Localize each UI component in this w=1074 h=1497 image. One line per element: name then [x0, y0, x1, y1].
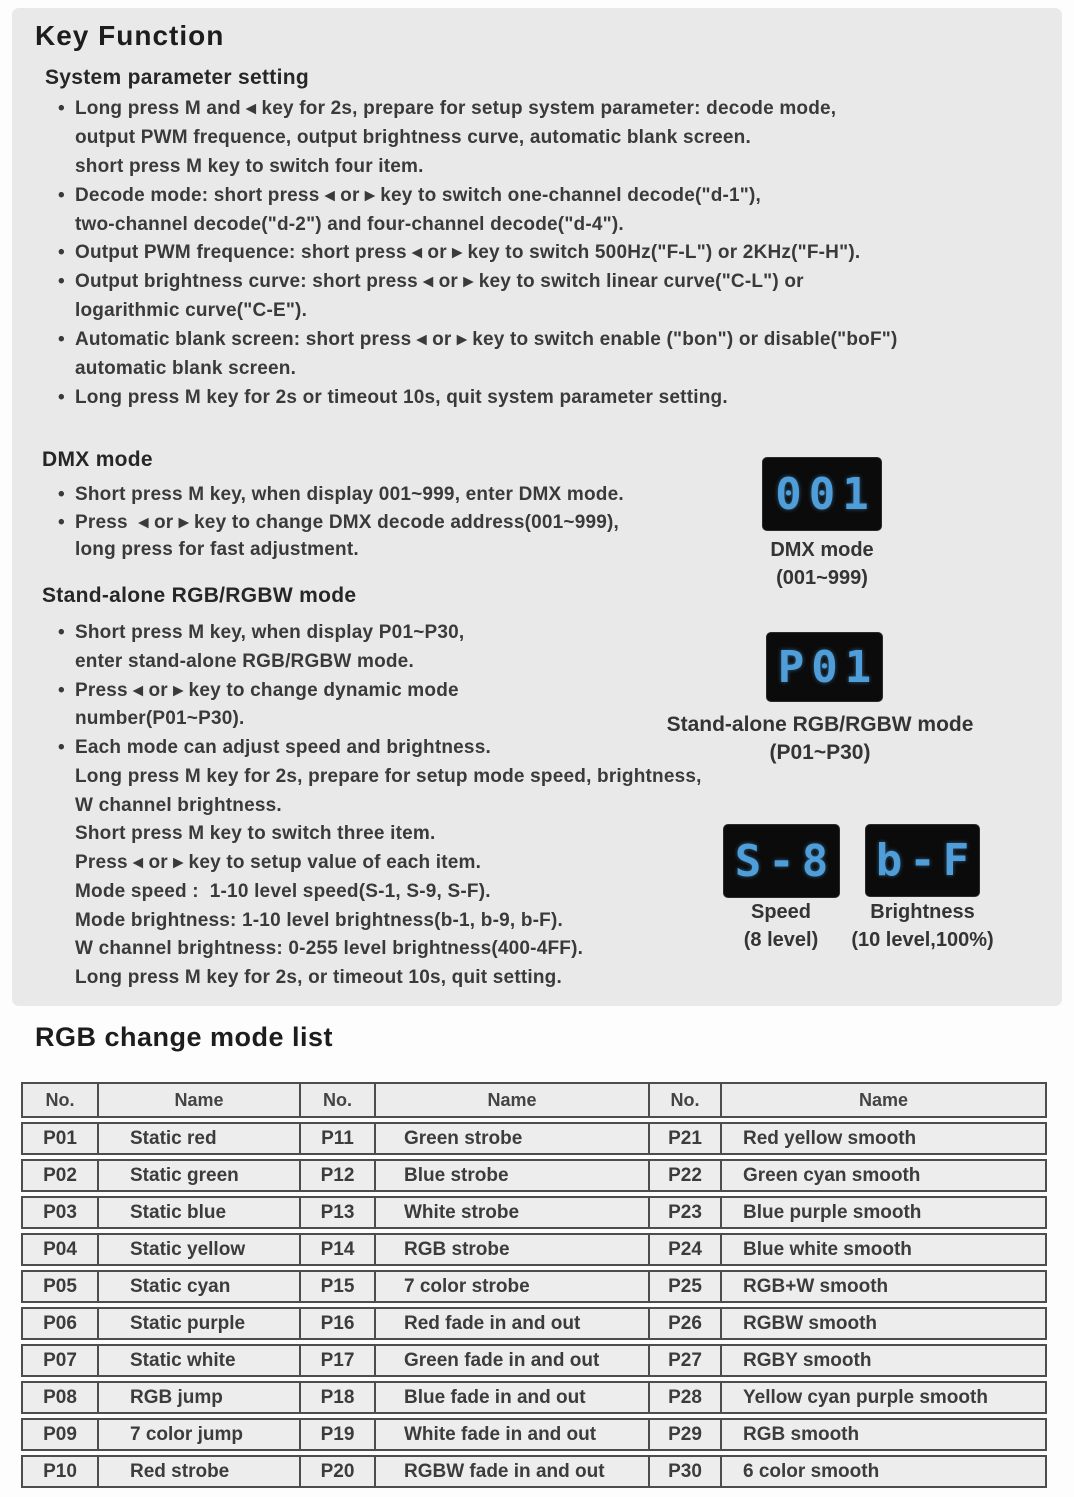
instruction-line: enter stand-alone RGB/RGBW mode.	[75, 650, 414, 672]
column-header: No.	[650, 1084, 722, 1116]
instruction-line: • Output brightness curve: short press ◂ or ▸ key to switch linear curve("C-L") or	[75, 269, 898, 298]
instruction-line: Mode speed : 1-10 level speed(S-1, S-9, S-F).	[75, 880, 491, 902]
dmx-display-range: (001~999)	[776, 567, 868, 589]
mode-name-cell: RGB smooth	[743, 1423, 860, 1445]
mode-no-cell: P06	[23, 1309, 99, 1338]
dmx-display-caption	[707, 536, 937, 592]
brightness-seven-segment-display	[866, 825, 979, 896]
mode-name-cell: Red fade in and out	[376, 1309, 650, 1338]
key-function-panel	[12, 8, 1062, 1006]
table-row	[21, 1196, 1047, 1229]
mode-name-cell: RGB strobe	[376, 1235, 650, 1264]
column-header: Name	[99, 1084, 301, 1116]
mode-no-cell: P03	[23, 1198, 99, 1227]
mode-name-cell: Static cyan	[99, 1272, 301, 1301]
instruction-line: Long press M key for 2s, or timeout 10s, quit setting.	[75, 967, 562, 988]
instruction-line: • Output PWM frequence: short press ◂ or ▸ key to switch 500Hz("F-L") or 2KHz("F-H").	[75, 240, 898, 269]
mode-name-cell: RGB jump	[99, 1383, 301, 1412]
mode-name-cell: Green cyan smooth	[743, 1164, 921, 1186]
table-row	[21, 1270, 1047, 1303]
instruction-line: • Press ◂ or ▸ key to change dynamic mode	[75, 678, 702, 707]
mode-no-cell: P01	[23, 1124, 99, 1153]
mode-name-cell: RGB+W smooth	[743, 1275, 889, 1297]
instruction-line: automatic blank screen.	[75, 358, 297, 380]
instruction-line: • Press ◂ or ▸ key to change DMX decode address(001~999),	[75, 510, 624, 538]
mode-name-cell: Static purple	[99, 1309, 301, 1338]
table-row	[21, 1122, 1047, 1155]
standalone-display-label: Stand-alone RGB/RGBW mode	[666, 713, 974, 736]
column-header: No.	[301, 1084, 376, 1116]
brightness-display-value: b-F	[875, 835, 977, 886]
mode-name-cell: Static white	[99, 1346, 301, 1375]
mode-no-cell: P27	[650, 1346, 722, 1375]
mode-no-cell: P14	[301, 1235, 376, 1264]
mode-no-cell: P10	[23, 1457, 99, 1486]
section-heading-dmx: DMX mode	[42, 448, 153, 471]
standalone-instructions	[75, 620, 702, 994]
dmx-display-value: 001	[775, 468, 876, 520]
mode-name-cell: Red strobe	[99, 1457, 301, 1486]
instruction-line: W channel brightness: 0-255 level brightness(400-4FF).	[75, 938, 584, 960]
instruction-line: W channel brightness.	[75, 794, 282, 816]
brightness-display-caption	[800, 898, 1045, 954]
page-title: Key Function	[35, 20, 225, 51]
table-row	[21, 1381, 1047, 1414]
mode-no-cell: P29	[650, 1420, 722, 1449]
mode-no-cell: P05	[23, 1272, 99, 1301]
rgb-change-mode-table	[21, 1082, 1047, 1488]
column-header: Name	[858, 1089, 909, 1110]
instruction-line: • Automatic blank screen: short press ◂ or ▸ key to switch enable ("bon") or disable("boF")	[75, 327, 898, 356]
section-heading-system: System parameter setting	[45, 66, 309, 89]
table-header-row	[21, 1082, 1047, 1118]
standalone-display-range: (P01~P30)	[769, 741, 871, 764]
mode-no-cell: P19	[301, 1420, 376, 1449]
mode-name-cell: Static yellow	[99, 1235, 301, 1264]
mode-name-cell: 6 color smooth	[743, 1460, 880, 1482]
standalone-seven-segment-display	[767, 633, 882, 701]
table-row	[21, 1418, 1047, 1451]
standalone-display-caption	[560, 711, 1074, 767]
mode-name-cell: Blue purple smooth	[743, 1201, 922, 1223]
instruction-line: • Short press M key, when display P01~P30,	[75, 620, 702, 649]
mode-no-cell: P17	[301, 1346, 376, 1375]
mode-no-cell: P02	[23, 1161, 99, 1190]
instruction-line: long press for fast adjustment.	[75, 539, 359, 561]
dmx-seven-segment-display	[763, 458, 881, 530]
mode-no-cell: P26	[650, 1309, 722, 1338]
section-heading-standalone: Stand-alone RGB/RGBW mode	[42, 584, 357, 607]
mode-name-cell: Static green	[99, 1161, 301, 1190]
mode-name-cell: 7 color strobe	[376, 1272, 650, 1301]
mode-name-cell: Green fade in and out	[376, 1346, 650, 1375]
mode-no-cell: P07	[23, 1346, 99, 1375]
mode-no-cell: P16	[301, 1309, 376, 1338]
instruction-line: • Long press M and ◂ key for 2s, prepare for setup system parameter: decode mode,	[75, 96, 898, 125]
instruction-line: short press M key to switch four item.	[75, 155, 424, 177]
system-instructions	[75, 96, 898, 414]
instruction-line: • Each mode can adjust speed and brightness.	[75, 735, 702, 764]
instruction-line: Mode brightness: 1-10 level brightness(b-1, b-9, b-F).	[75, 909, 563, 931]
mode-name-cell: Green strobe	[376, 1124, 650, 1153]
speed-display-label: Speed	[750, 901, 812, 923]
mode-name-cell: Yellow cyan purple smooth	[743, 1386, 988, 1408]
table-row	[21, 1307, 1047, 1340]
mode-name-cell: Static red	[99, 1124, 301, 1153]
table-row	[21, 1455, 1047, 1488]
mode-name-cell: 7 color jump	[99, 1420, 301, 1449]
standalone-display-value: P01	[777, 641, 879, 693]
mode-name-cell: Blue strobe	[376, 1161, 650, 1190]
dmx-instructions	[75, 482, 624, 565]
table-row	[21, 1159, 1047, 1192]
mode-no-cell: P18	[301, 1383, 376, 1412]
mode-no-cell: P23	[650, 1198, 722, 1227]
mode-name-cell: RGBW fade in and out	[376, 1457, 650, 1486]
instruction-line: • Decode mode: short press ◂ or ▸ key to switch one-channel decode("d-1"),	[75, 183, 898, 212]
instruction-line: number(P01~P30).	[75, 708, 245, 730]
instruction-line: two-channel decode("d-2") and four-channel decode("d-4").	[75, 213, 624, 235]
dmx-display-label: DMX mode	[770, 539, 874, 561]
mode-name-cell: Red yellow smooth	[743, 1127, 917, 1149]
mode-no-cell: P12	[301, 1161, 376, 1190]
mode-no-cell: P30	[650, 1457, 722, 1486]
mode-name-cell: Static blue	[99, 1198, 301, 1227]
column-header: No.	[23, 1084, 99, 1116]
mode-name-cell: RGBW smooth	[743, 1312, 878, 1334]
mode-name-cell: White strobe	[376, 1198, 650, 1227]
brightness-display-range: (10 level,100%)	[851, 929, 994, 951]
table-row	[21, 1344, 1047, 1377]
mode-no-cell: P24	[650, 1235, 722, 1264]
mode-no-cell: P13	[301, 1198, 376, 1227]
mode-list-title: RGB change mode list	[35, 1022, 334, 1052]
speed-seven-segment-display	[724, 825, 839, 897]
instruction-line: Long press M key for 2s, prepare for setup mode speed, brightness,	[75, 765, 702, 787]
instruction-line: Short press M key to switch three item.	[75, 823, 436, 845]
column-header: Name	[376, 1084, 650, 1116]
instruction-line: logarithmic curve("C-E").	[75, 300, 308, 322]
mode-no-cell: P28	[650, 1383, 722, 1412]
mode-no-cell: P04	[23, 1235, 99, 1264]
instruction-line: output PWM frequence, output brightness curve, automatic blank screen.	[75, 126, 751, 148]
speed-display-range: (8 level)	[743, 929, 819, 951]
mode-no-cell: P21	[650, 1124, 722, 1153]
brightness-display-label: Brightness	[870, 901, 975, 923]
instruction-line: • Long press M key for 2s or timeout 10s, quit system parameter setting.	[75, 385, 898, 414]
mode-no-cell: P08	[23, 1383, 99, 1412]
mode-name-cell: RGBY smooth	[743, 1349, 872, 1371]
mode-name-cell: Blue fade in and out	[376, 1383, 650, 1412]
mode-no-cell: P11	[301, 1124, 376, 1153]
mode-name-cell: Blue white smooth	[743, 1238, 912, 1260]
table-row	[21, 1233, 1047, 1266]
speed-display-value: S-8	[734, 835, 836, 887]
mode-no-cell: P15	[301, 1272, 376, 1301]
mode-no-cell: P09	[23, 1420, 99, 1449]
mode-no-cell: P25	[650, 1272, 722, 1301]
mode-no-cell: P22	[650, 1161, 722, 1190]
instruction-line: Press ◂ or ▸ key to setup value of each item.	[75, 852, 482, 873]
mode-no-cell: P20	[301, 1457, 376, 1486]
instruction-line: • Short press M key, when display 001~999, enter DMX mode.	[75, 482, 624, 510]
mode-name-cell: White fade in and out	[376, 1420, 650, 1449]
